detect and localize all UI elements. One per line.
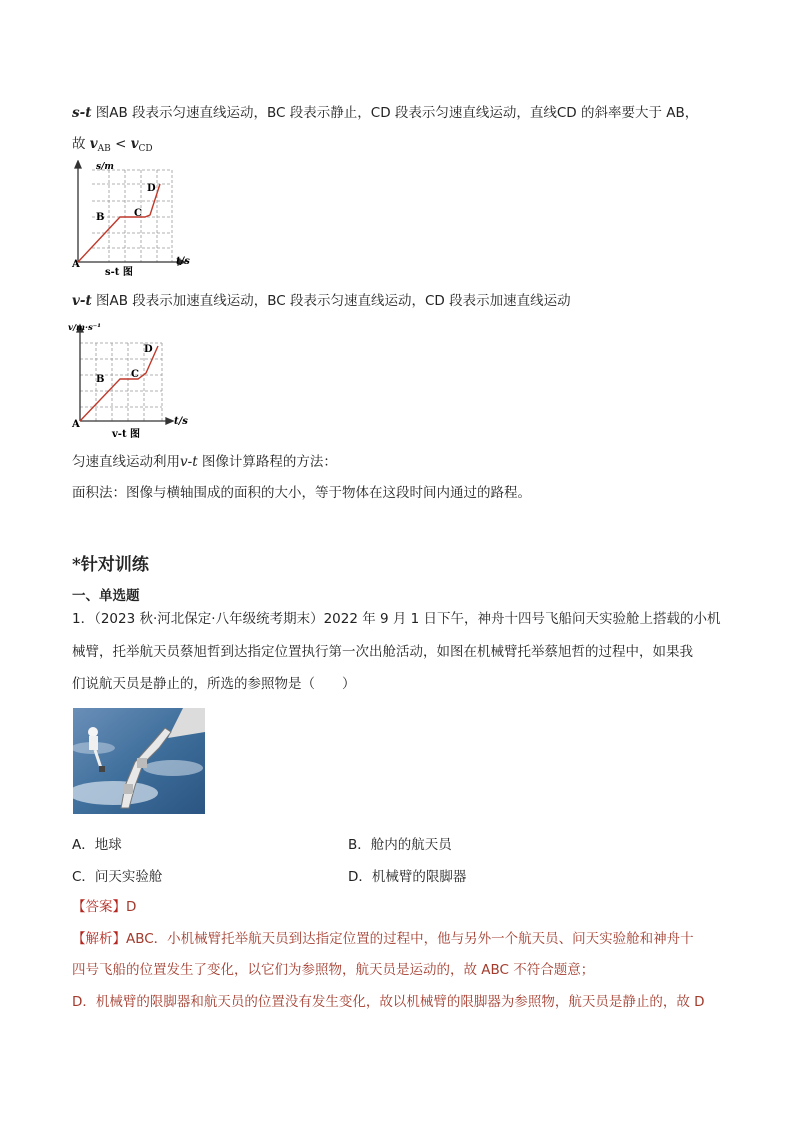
vt-graph [66,318,206,440]
analysis-line-2: 四号飞船的位置发生了变化，以它们为参照物，航天员是运动的，故 ABC 不符合题意； [72,962,595,978]
analysis-line-1 [72,929,694,949]
question-line-2: 械臂，托举航天员蔡旭哲到达指定位置执行第一次出舱活动，如图在机械臂托举蔡旭哲的过程中，如果我 [72,644,693,660]
vt-point-d: D [144,344,153,355]
robotic-arm-photo [73,708,205,814]
option-b: B．舱内的航天员 [348,837,452,853]
st-graph [68,160,208,278]
st-y-arrow [75,161,81,168]
st-description-text: 图AB 段表示匀速直线运动，BC 段表示静止，CD 段表示匀速直线运动，直线CD 的斜率要大于 AB， [91,105,699,121]
velocity-ab: v [89,136,98,152]
vt-graph-line [80,346,158,421]
st-point-d: D [147,183,156,194]
velocity-comparison [72,134,153,159]
vt-x-axis-label: t/s [174,416,188,427]
analysis-line-3: D．机械臂的限脚器和航天员的位置没有发生变化，故以机械臂的限脚器为参照物，航天员是静止的，故 D [72,994,705,1010]
vt-label: v-t [72,293,92,309]
vt-caption: v-t 图 [112,429,141,440]
st-x-axis-label: t/s [176,256,190,267]
st-caption: s-t 图 [105,267,133,278]
answer-value: D [126,899,137,915]
st-label: s-t [72,105,92,121]
option-c: C．问天实验舱 [72,869,163,885]
option-a: A．地球 [72,837,122,853]
method-line-1 [72,452,337,472]
velocity-ab-subscript: AB [97,144,111,154]
vt-point-c: C [131,369,139,380]
question-line-1: 1．（2023 秋·河北保定·八年级统考期末）2022 年 9 月 1 日下午，神舟十四号飞船问天实验舱上搭载的小机 [72,611,721,627]
section-subheading: 一、单选题 [72,588,140,604]
st-point-c: C [134,208,142,219]
vt-x-arrow [166,418,173,424]
conclusion-prefix: 故 [72,136,90,152]
analysis-tag: 【解析】 [72,931,126,947]
vt-description-text: 图AB 段表示加速直线运动，BC 段表示匀速直线运动，CD 段表示加速直线运动 [91,293,571,309]
option-d: D．机械臂的限脚器 [348,869,467,885]
vt-point-a: A [72,419,80,430]
answer-tag: 【答案】 [72,899,126,915]
method-post: 图像计算路程的方法： [197,454,337,470]
st-point-a: A [72,259,80,270]
velocity-cd-subscript: CD [138,144,153,154]
vt-point-b: B [96,374,105,385]
method-pre: 匀速直线运动利用 [72,454,180,470]
st-graph-line [78,184,160,262]
question-line-3: 们说航天员是静止的，所选的参照物是（ ） [72,676,356,692]
vt-description [72,291,571,311]
method-vt: v-t [180,454,198,470]
analysis-text-1: ABC．小机械臂托举航天员到达指定位置的过程中，他与另外一个航天员、问天实验舱和神舟十 [126,931,694,947]
st-point-b: B [96,212,105,223]
method-line-2: 面积法：图像与横轴围成的面积的大小，等于物体在这段时间内通过的路程。 [72,485,531,501]
vt-y-axis-label: v/m·s⁻¹ [68,323,101,333]
st-y-axis-label: s/m [96,162,114,172]
less-than-sign: < [110,136,131,152]
st-description [72,103,698,123]
velocity-cd: v [130,136,139,152]
answer-line [72,897,136,917]
section-heading: *针对训练 [72,555,149,575]
